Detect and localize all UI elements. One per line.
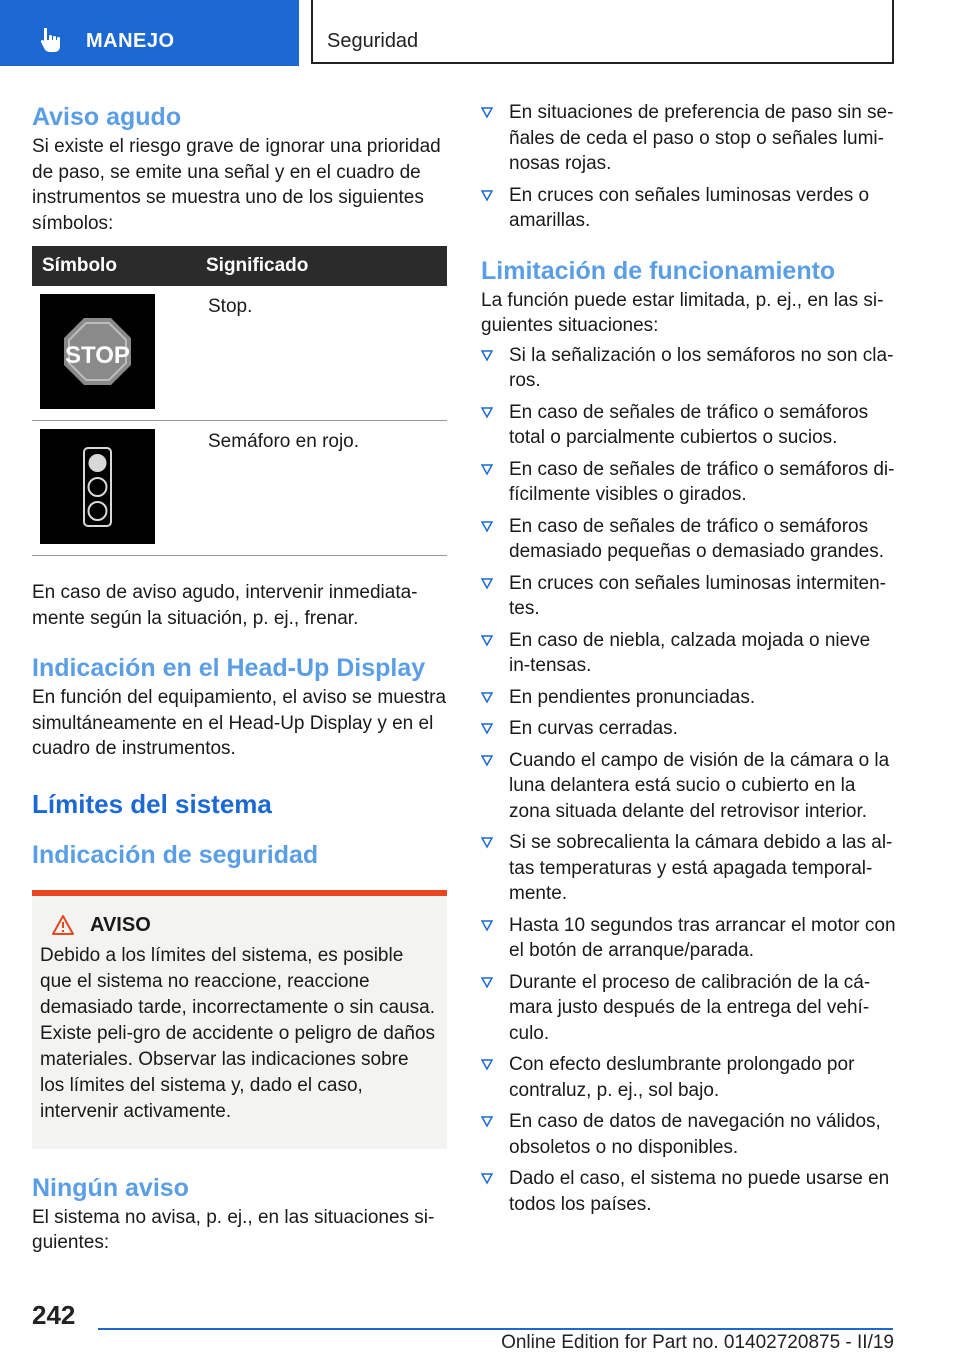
list-item [481,183,896,234]
warning-box [32,890,447,1149]
list-item-text: En cruces con señales luminosas verdes o amarillas. [509,184,870,231]
list-item [481,400,896,451]
list-item [481,628,896,679]
list-item-text: En caso de señales de tráfico o semáforos demasiado pequeñas o demasiado grandes. [509,515,884,562]
triangle-bullet-icon [481,578,493,590]
list-item [481,571,896,622]
list-item [481,685,896,711]
list-item [481,100,896,177]
warning-triangle-icon [52,915,74,935]
list-item [481,748,896,825]
triangle-bullet-icon [481,837,493,849]
list-item-text: En pendientes pronunciadas. [509,686,756,708]
triangle-bullet-icon [481,1059,493,1071]
triangle-bullet-icon [481,350,493,362]
list-item-text: Con efecto deslumbrante prolongado por contraluz, p. ej., sol bajo. [509,1054,855,1101]
edition-text: Online Edition for Part no. 01402720875 - II/19 [501,1332,894,1353]
stop-sign-icon [40,294,155,409]
triangle-bullet-icon [481,635,493,647]
heading-ningun-aviso: Ningún aviso [32,1173,189,1202]
symbol-cell [32,286,190,421]
triangle-bullet-icon [481,1116,493,1128]
list-item [481,1109,896,1160]
table-row [32,286,447,421]
list-item-text: En caso de señales de tráfico o semáforos di-fícilmente visibles o girados. [509,458,895,505]
left-column [32,100,447,1256]
pointing-hand-icon [40,26,70,54]
list-item [481,457,896,508]
meaning-cell: Stop. [190,286,447,421]
warning-header [52,914,437,937]
list-item-text: En caso de niebla, calzada mojada o nieve in-tensas. [509,629,871,676]
triangle-bullet-icon [481,723,493,735]
list-item-text: Durante el proceso de calibración de la cá-mara justo después de la entrega del vehí-culo. [509,971,871,1044]
list-item [481,716,896,742]
tab-manejo[interactable] [0,0,299,66]
bullet-list-limitations [481,343,896,1218]
list-item [481,970,896,1047]
paragraph-aviso-agudo: Si existe el riesgo grave de ignorar una prioridad de paso, se emite una señal y en el cuadro de instrumentos se muestra uno de los siguientes símbolos: [32,136,441,234]
heading-limites-del-sistema: Límites del sistema [32,788,272,819]
list-item [481,514,896,565]
list-item [481,343,896,394]
triangle-bullet-icon [481,1173,493,1185]
footer-divider [98,1328,893,1330]
triangle-bullet-icon [481,920,493,932]
table-row [32,421,447,556]
heading-limitacion-funcionamiento: Limitación de funcionamiento [481,256,836,285]
triangle-bullet-icon [481,407,493,419]
list-item-text: En caso de datos de navegación no válidos, obsoletos o no disponibles. [509,1111,881,1158]
triangle-bullet-icon [481,521,493,533]
tab-manejo-label: MANEJO [86,30,175,52]
chapter-tab-bar [0,0,960,66]
triangle-bullet-icon [481,107,493,119]
heading-indicacion-seguridad: Indicación de seguridad [32,840,319,869]
list-item-text: En cruces con señales luminosas intermiten-tes. [509,572,887,619]
list-item-text: En curvas cerradas. [509,718,678,739]
list-item [481,1166,896,1217]
list-item-text: En caso de señales de tráfico o semáforos total o parcialmente cubiertos o sucios. [509,401,869,448]
symbol-table-header [32,246,447,286]
list-item-text: Cuando el campo de visión de la cámara o la luna delantera está sucio o cubierto en la zona situada delante del retrovisor interior. [509,749,890,822]
list-item-text: En situaciones de preferencia de paso sin se-ñales de ceda el paso o stop o señales lumi-nosas rojas. [509,102,894,174]
paragraph-ningun-aviso: El sistema no avisa, p. ej., en las situaciones si-guientes: [32,1206,435,1253]
list-item-text: Si se sobrecalienta la cámara debido a las al-tas temperaturas y está apagada temporal-mente. [509,832,893,904]
right-column [481,100,896,1223]
paragraph-aviso-agudo-action: En caso de aviso agudo, intervenir inmediata-mente según la situación, p. ej., frenar. [32,582,418,629]
warning-title: AVISO [90,913,151,936]
traffic-light-icon [40,429,155,544]
warning-text: Debido a los límites del sistema, es posible que el sistema no reaccione, reaccione demasiado tarde, incorrectamente o sin causa. Existe peli-gro de accidente o peligro de daños materiales. Observar las indicaciones sobre los límites del sistema y, dado el caso, intervenir activamente. [40,944,436,1122]
symbol-table [32,246,447,556]
list-item [481,1052,896,1103]
meaning-column-header: Significado [190,246,447,286]
heading-aviso-agudo: Aviso agudo [32,103,182,131]
list-item [481,830,896,907]
list-item-text: Hasta 10 segundos tras arrancar el motor con el botón de arranque/parada. [509,914,896,961]
paragraph-limitacion: La función puede estar limitada, p. ej., en las si-guientes situaciones: [481,289,884,336]
list-item-text: Si la señalización o los semáforos no son cla-ros. [509,344,894,391]
triangle-bullet-icon [481,755,493,767]
paragraph-head-up-display: En función del equipamiento, el aviso se muestra simultáneamente en el Head-Up Display y en el cuadro de instrumentos. [32,687,447,759]
svg-text:STOP: STOP [65,342,130,369]
heading-head-up-display: Indicación en el Head-Up Display [32,654,426,682]
meaning-cell: Semáforo en rojo. [190,421,447,556]
symbol-cell [32,421,190,556]
list-item [481,913,896,964]
triangle-bullet-icon [481,464,493,476]
symbol-column-header: Símbolo [32,246,190,286]
triangle-bullet-icon [481,692,493,704]
page-number: 242 [32,1300,76,1330]
list-item-text: Dado el caso, el sistema no puede usarse en todos los países. [509,1168,890,1215]
section-title: Seguridad [327,30,419,52]
bullet-list-no-warning [481,100,896,234]
triangle-bullet-icon [481,977,493,989]
section-title-box [311,0,894,64]
triangle-bullet-icon [481,190,493,202]
